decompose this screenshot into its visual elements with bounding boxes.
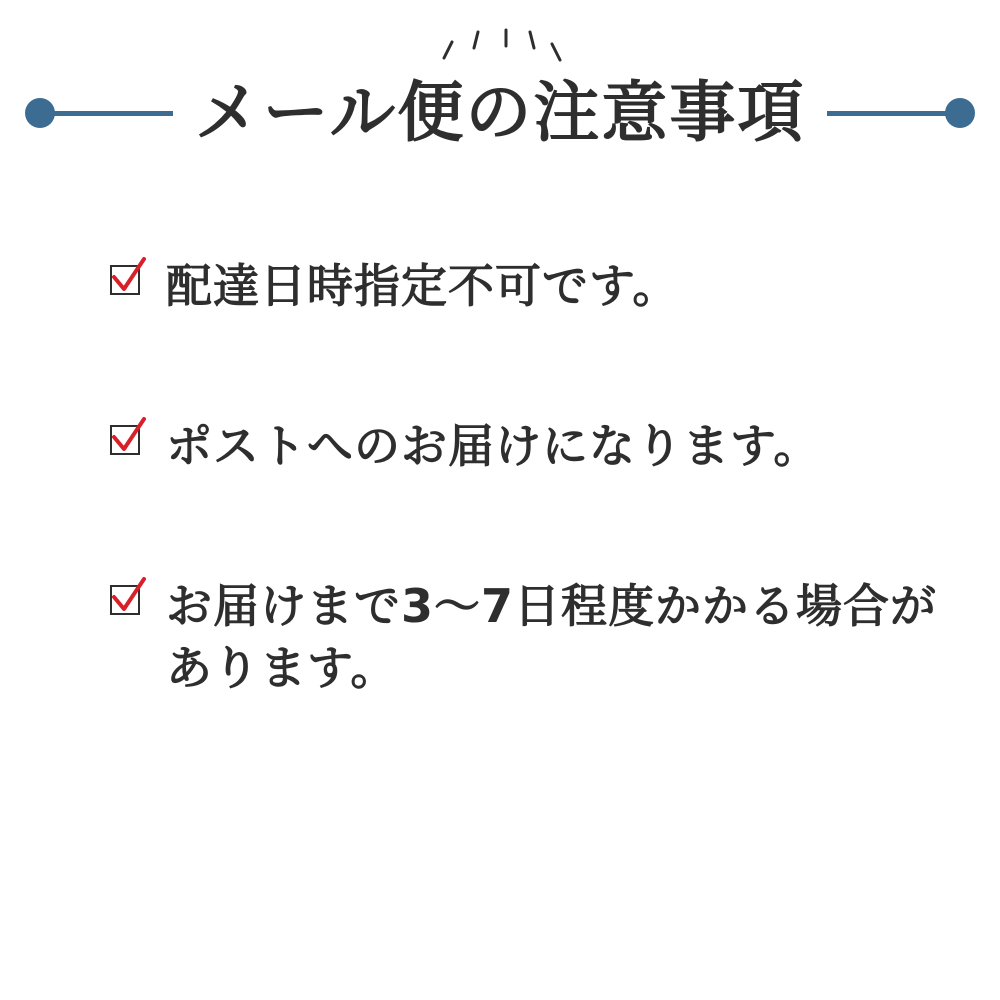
list-item: [110, 255, 940, 317]
rule-line-left: [53, 111, 173, 116]
list-item: [110, 575, 940, 699]
list-item-label: お届けまで3〜7日程度かかる場合があります。: [166, 579, 938, 696]
list-item-label: ポストへのお届けになります。: [166, 419, 821, 474]
rule-dot-right-icon: [945, 98, 975, 128]
title-rule-right: [827, 98, 975, 128]
list-item-label: 配達日時指定不可です。: [166, 259, 680, 313]
page-header: [0, 10, 1000, 160]
checked-box-icon: [110, 585, 144, 619]
list-item: [110, 415, 940, 477]
title-rule-left: [25, 98, 173, 128]
rule-dot-left-icon: [25, 98, 55, 128]
title-row: [0, 68, 1000, 158]
page-title: メール便の注意事項: [194, 74, 806, 151]
notes-list: [110, 255, 940, 699]
checked-box-icon: [110, 265, 144, 299]
rule-line-right: [827, 111, 947, 116]
checked-box-icon: [110, 425, 144, 459]
